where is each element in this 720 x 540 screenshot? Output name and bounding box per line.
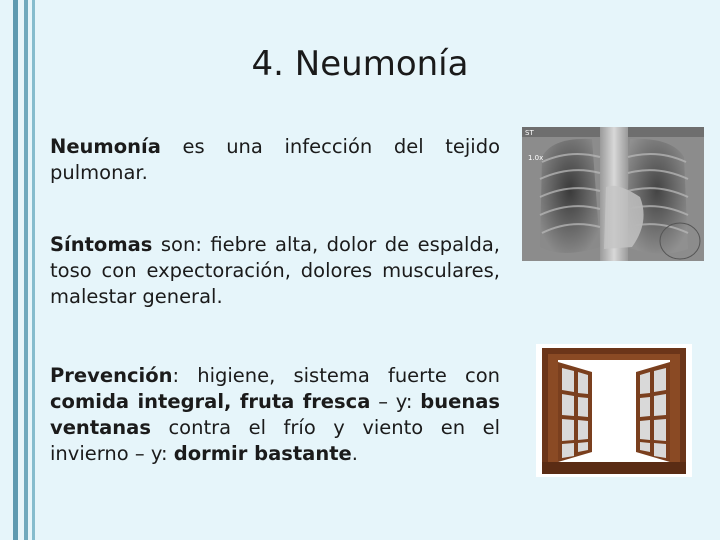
decorative-bar [13,0,18,540]
prevention-emphasis: buenas ventanas [50,390,500,439]
definition-paragraph [50,134,500,186]
prevention-emphasis: dormir bastante [173,442,352,465]
prevention-paragraph [50,363,500,467]
slide-title: 4. Neumonía [251,44,469,84]
prevention-text: – y: [370,390,421,413]
prevention-text: contra el frío y viento en el invierno – y: [50,416,500,465]
symptoms-text: son: fiebre alta, dolor de espalda, toso con expectoración, dolores musculares, malestar general. [50,233,500,308]
chest-xray-image [522,127,704,261]
prevention-text: : higiene, sistema fuerte con [172,364,500,387]
prevention-label: Prevención [50,364,173,387]
svg-text:ST: ST [525,129,534,137]
decorative-bar [32,0,35,540]
term-label: Neumonía [50,135,161,158]
symptoms-paragraph [50,232,500,310]
prevention-text: . [351,442,358,465]
open-window-image [536,344,692,477]
xray-marker-text: 1.0x [528,154,544,162]
definition-text: es una infección del tejido pulmonar. [50,135,500,184]
decorative-bar [24,0,28,540]
symptoms-label: Síntomas [50,233,153,256]
prevention-emphasis: comida integral, fruta fresca [50,390,371,413]
